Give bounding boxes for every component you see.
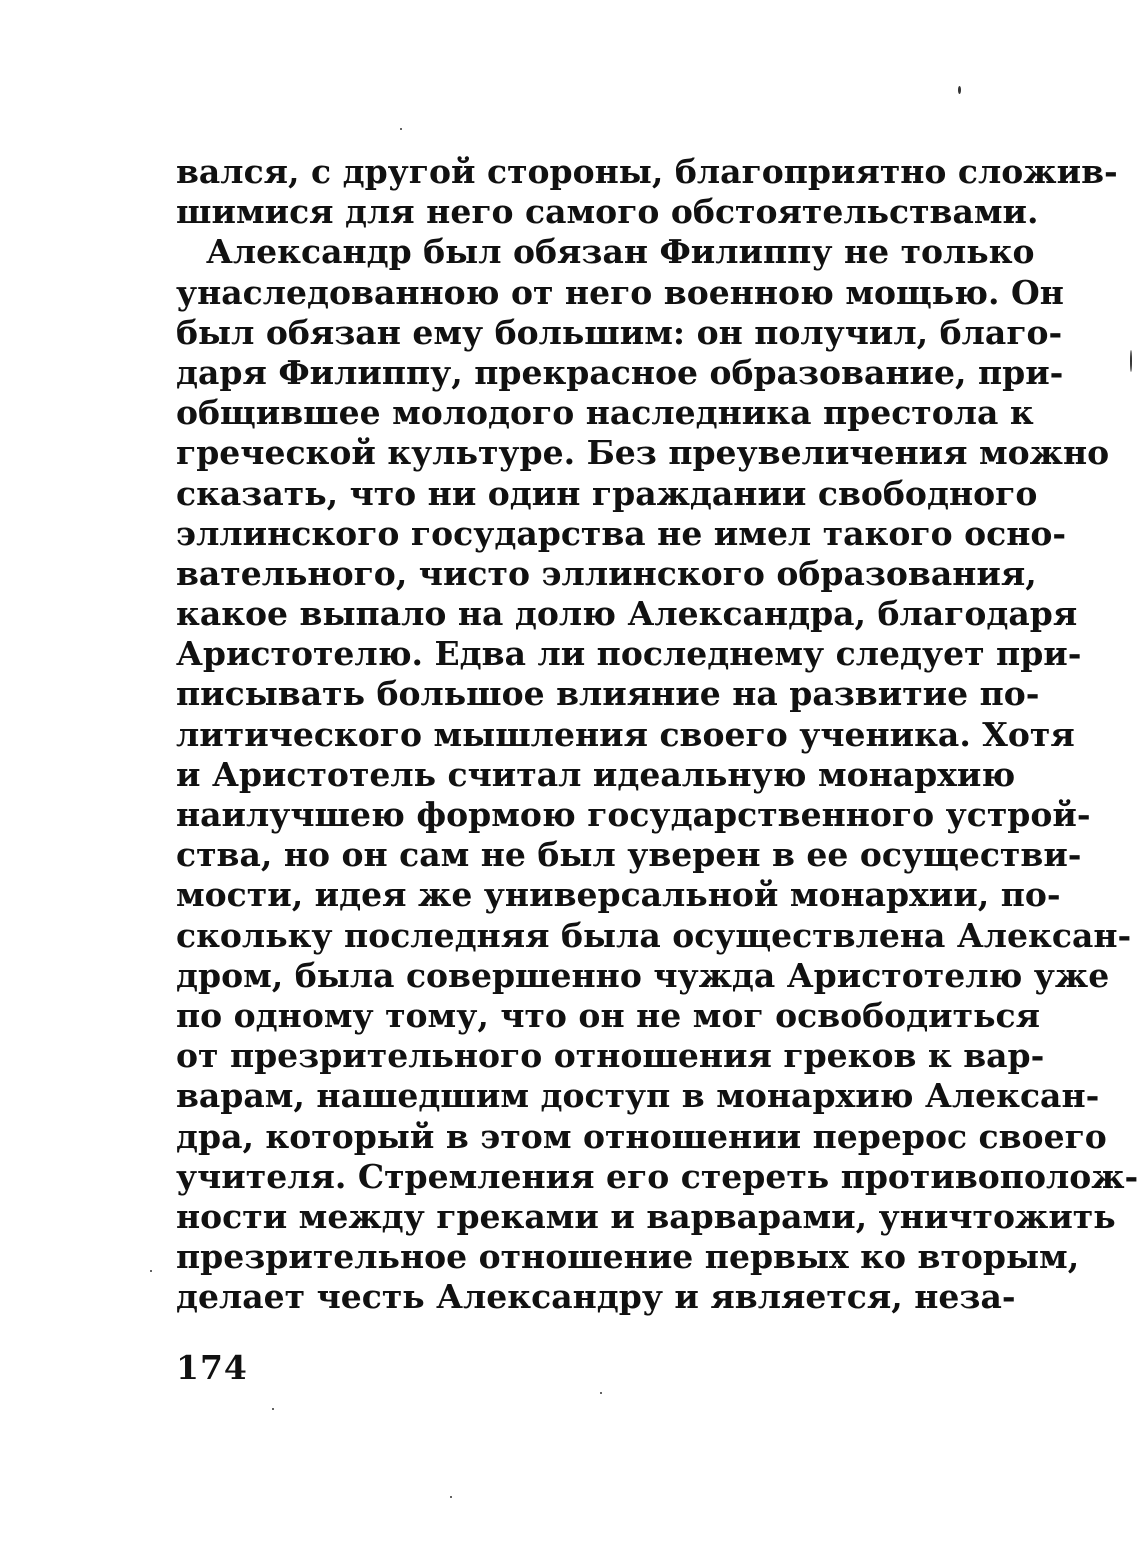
scan-speck (1130, 350, 1132, 372)
text-line: писывать большое влияние на развитие по- (176, 674, 1040, 714)
text-line: мости, идея же универсальной монархии, по- (176, 875, 1061, 915)
text-line: греческой культуре. Без преувеличения можно (176, 433, 1110, 473)
scan-speck (272, 1408, 274, 1410)
paragraph-first-line: Александр был обязан Филиппу не только (206, 232, 1035, 272)
text-line: презрительное отношение первых ко вторым, (176, 1237, 1080, 1277)
text-line: скольку последняя была осуществлена Алексан- (176, 915, 1132, 955)
text-line: был обязан ему большим: он получил, благо- (176, 312, 1063, 352)
scan-speck (400, 128, 402, 130)
text-line: сказать, что ни один граждании свободного (176, 473, 1038, 513)
scan-speck (450, 1496, 452, 1498)
text-line: литического мышления своего ученика. Хотя (176, 714, 1075, 754)
text-line: от презрительного отношения греков к вар- (176, 1036, 1045, 1076)
text-line: шимися для него самого обстоятельствами. (176, 192, 1039, 232)
text-line: какое выпало на долю Александра, благодаря (176, 594, 1078, 634)
text-line: вался, с другой стороны, благоприятно сложив- (176, 152, 1118, 191)
text-line: ства, но он сам не был уверен в ее осуществи- (176, 835, 1082, 875)
text-line: эллинского государства не имел такого осно- (176, 513, 1067, 553)
text-line: унаследованною от него военною мощью. Он (176, 272, 1064, 312)
text-line: делает честь Александру и является, неза- (176, 1277, 1016, 1317)
text-line: варам, нашедшим доступ в монархию Алексан- (176, 1076, 1100, 1116)
text-line: и Аристотель считал идеальную монархию (176, 754, 1016, 794)
scan-speck (958, 86, 961, 94)
scan-speck (150, 1270, 152, 1272)
scan-speck (600, 1392, 602, 1394)
text-line: наилучшею формою государственного устрой- (176, 795, 1091, 834)
text-line: даря Филиппу, прекрасное образование, при- (176, 352, 1064, 392)
text-line: ности между греками и варварами, уничтожить (176, 1196, 1116, 1236)
text-line: общившее молодого наследника престола к (176, 393, 1034, 433)
text-line: вательного, чисто эллинского образования, (176, 553, 1037, 593)
text-line: дром, была совершенно чужда Аристотелю уже (176, 955, 1110, 995)
text-line: по одному тому, что он не мог освободиться (176, 995, 1040, 1035)
text-line: дра, который в этом отношении перерос своего (176, 1116, 1107, 1156)
page-number: 174 (176, 1348, 248, 1387)
text-line: Аристотелю. Едва ли последнему следует при- (176, 634, 1082, 674)
body-text (176, 152, 1139, 1317)
text-line: учителя. Стремления его стереть противополож- (176, 1156, 1139, 1196)
